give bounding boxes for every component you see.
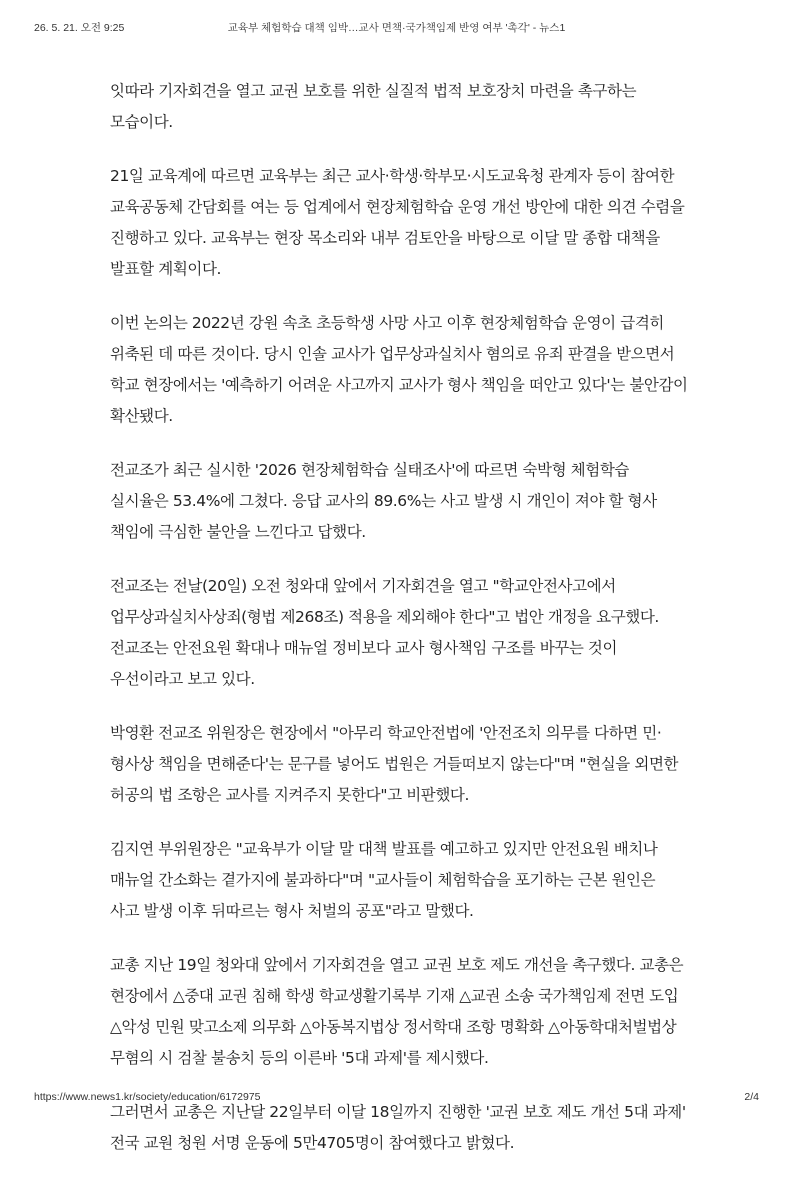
article-paragraph: 그러면서 교총은 지난달 22일부터 이달 18일까지 진행한 '교권 보호 제도 개선 5대 과제' 전국 교원 청원 서명 운동에 5만4705명이 참여했다고 밝혔다.: [110, 1103, 686, 1152]
print-page-title: 교육부 체험학습 대책 임박…교사 면책·국가책임제 반영 여부 '촉각' - 뉴스1: [227, 22, 566, 34]
article-paragraph: 21일 교육계에 따르면 교육부는 최근 교사·학생·학부모·시도교육청 관계자 등이 참여한 교육공동체 간담회를 여는 등 업계에서 현장체험학습 운영 개선 방안에 대한 의견 수렴을 진행하고 있다. 교육부는 현장 목소리와 내부 검토안을 바탕으로 이달 말 종합 대책을 발표할 계획이다.: [110, 167, 685, 278]
article-body: [110, 76, 688, 1182]
article-paragraph: 전교조가 최근 실시한 '2026 현장체험학습 실태조사'에 따르면 숙박형 체험학습 실시율은 53.4%에 그쳤다. 응답 교사의 89.6%는 사고 발생 시 개인이 져야 할 형사 책임에 극심한 불안을 느낀다고 답했다.: [110, 461, 657, 541]
article-paragraph: 잇따라 기자회견을 열고 교권 보호를 위한 실질적 법적 보호장치 마련을 촉구하는 모습이다.: [110, 82, 637, 131]
print-header: [34, 20, 759, 36]
page-number: 2/4: [744, 1091, 759, 1103]
article-paragraph: 전교조는 전날(20일) 오전 청와대 앞에서 기자회견을 열고 "학교안전사고에서 업무상과실치사상죄(형법 제268조) 적용을 제외해야 한다"고 법안 개정을 요구했다. 전교조는 안전요원 확대나 매뉴얼 정비보다 교사 형사책임 구조를 바꾸는 것이 우선이라고 보고 있다.: [110, 577, 659, 688]
print-datetime: 26. 5. 21. 오전 9:25: [34, 22, 125, 34]
page-url: https://www.news1.kr/society/education/6172975: [34, 1091, 261, 1103]
article-paragraph: 김지연 부위원장은 "교육부가 이달 말 대책 발표를 예고하고 있지만 안전요원 배치나 매뉴얼 간소화는 곁가지에 불과하다"며 "교사들이 체험학습을 포기하는 근본 원인은 사고 발생 이후 뒤따르는 형사 처벌의 공포"라고 말했다.: [110, 840, 658, 920]
article-paragraph: 박영환 전교조 위원장은 현장에서 "아무리 학교안전법에 '안전조치 의무를 다하면 민·형사상 책임을 면해준다'는 문구를 넣어도 법원은 거들떠보지 않는다"며 "현실을 외면한 허공의 법 조항은 교사를 지켜주지 못한다"고 비판했다.: [110, 724, 679, 804]
article-paragraph: 교총 지난 19일 청와대 앞에서 기자회견을 열고 교권 보호 제도 개선을 촉구했다. 교총은 현장에서 △중대 교권 침해 학생 학교생활기록부 기재 △교권 소송 국가책임제 전면 도입 △악성 민원 맞고소제 의무화 △아동복지법상 정서학대 조항 명확화 △아동학대처벌법상 무혐의 시 검찰 불송치 등의 이른바 '5대 과제'를 제시했다.: [110, 956, 684, 1067]
print-footer: [34, 1091, 759, 1105]
article-paragraph: 이번 논의는 2022년 강원 속초 초등학생 사망 사고 이후 현장체험학습 운영이 급격히 위축된 데 따른 것이다. 당시 인솔 교사가 업무상과실치사 혐의로 유죄 판결을 받으면서 학교 현장에서는 '예측하기 어려운 사고까지 교사가 형사 책임을 떠안고 있다'는 불안감이 확산됐다.: [110, 314, 688, 425]
